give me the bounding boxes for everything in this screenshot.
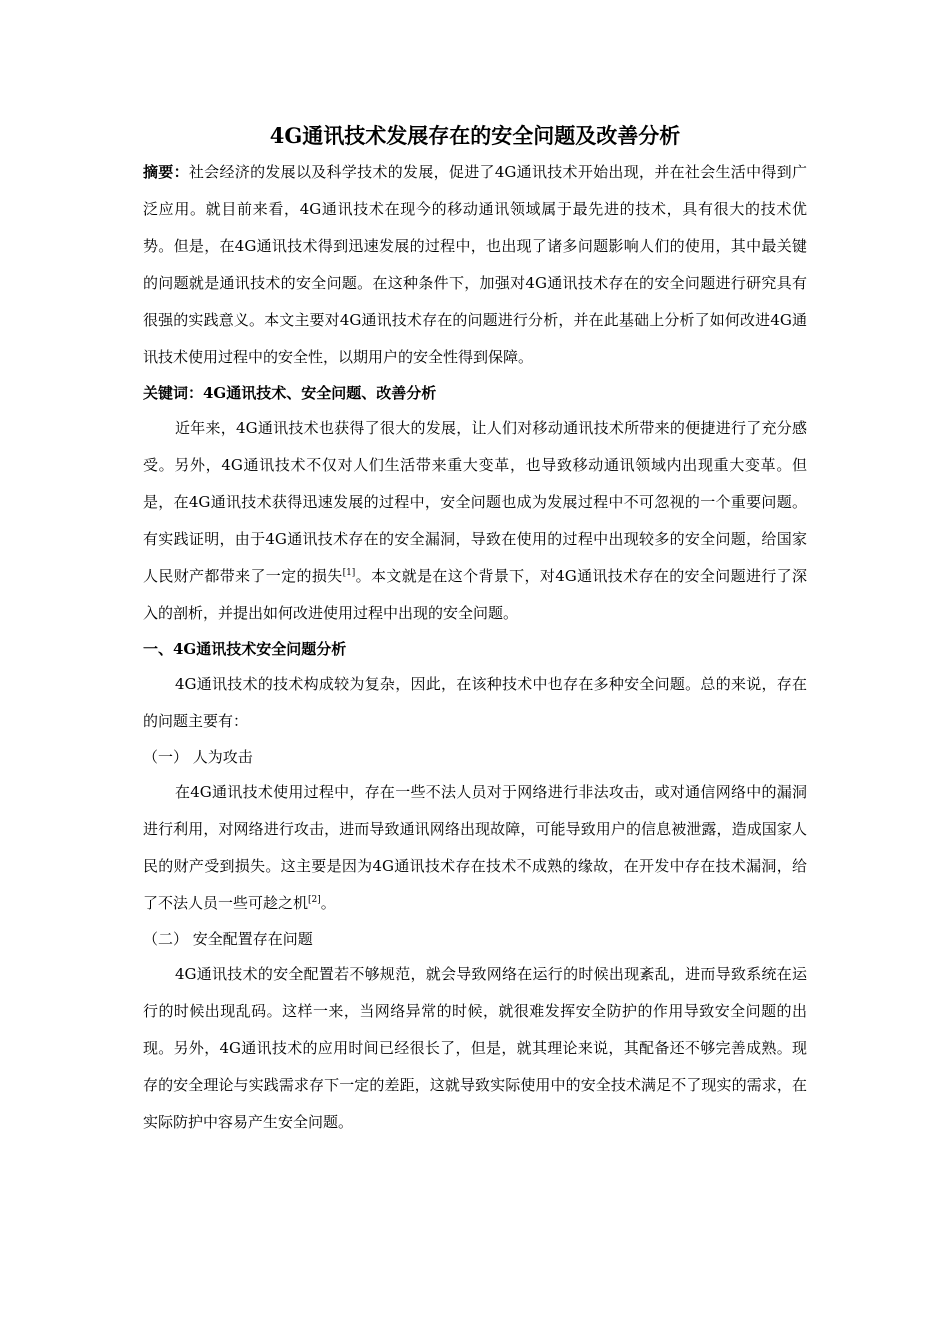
citation-ref-1: [1] bbox=[342, 568, 356, 578]
subsection-heading-1: （一） 人为攻击 bbox=[143, 748, 253, 766]
intro-text-a: 近年来，4G通讯技术也获得了很大的发展，让人们对移动通讯技术所带来的便捷进行了充分感受。另外，4G通讯技术不仅对人们生活带来重大变革，也导致移动通讯领域内出现重大变革。但是，在4G通讯技术获得迅速发展的过程中，安全问题也成为发展过程中不可忽视的一个重要问题。有实践证明，由于4G通讯技术存在的安全漏洞，导致在使用的过程中出现较多的安全问题，给国家人民财产都带来了一定的损失 bbox=[143, 419, 807, 585]
subsection1-paragraph bbox=[143, 774, 807, 922]
abstract-text: 社会经济的发展以及科学技术的发展，促进了4G通讯技术开始出现，并在社会生活中得到广泛应用。就目前来看，4G通讯技术在现今的移动通讯领域属于最先进的技术，具有很大的技术优势。但是，在4G通讯技术得到迅速发展的过程中，也出现了诸多问题影响人们的使用，其中最关键的问题就是通讯技术的安全问题。在这种条件下，加强对4G通讯技术存在的安全问题进行研究具有很强的实践意义。本文主要对4G通讯技术存在的问题进行分析，并在此基础上分析了如何改进4G通讯技术使用过程中的安全性，以期用户的安全性得到保障。 bbox=[143, 163, 807, 366]
abstract-label: 摘要： bbox=[143, 163, 189, 181]
document-title: 4G通讯技术发展存在的安全问题及改善分析 bbox=[269, 123, 681, 148]
document-body bbox=[143, 118, 807, 1141]
section1-paragraph: 4G通讯技术的技术构成较为复杂，因此，在该种技术中也存在多种安全问题。总的来说，存在的问题主要有： bbox=[143, 675, 807, 730]
abstract-paragraph bbox=[143, 154, 807, 376]
intro-text-b: 。本文就是在这个背景下，对4G通讯技术存在的安全问题进行了深入的剖析，并提出如何改进使用过程中出现的安全问题。 bbox=[143, 567, 807, 622]
subsection1-text-b: 。 bbox=[320, 894, 336, 912]
subsection2-paragraph: 4G通讯技术的安全配置若不够规范，就会导致网络在运行的时候出现紊乱，进而导致系统在运行的时候出现乱码。这样一来，当网络异常的时候，就很难发挥安全防护的作用导致安全问题的出现。另外，4G通讯技术的应用时间已经很长了，但是，就其理论来说，其配备还不够完善成熟。现存的安全理论与实践需求存下一定的差距，这就导致实际使用中的安全技术满足不了现实的需求，在实际防护中容易产生安全问题。 bbox=[143, 965, 807, 1131]
citation-ref-2: [2] bbox=[308, 895, 321, 905]
subsection1-text-a: 在4G通讯技术使用过程中，存在一些不法人员对于网络进行非法攻击，或对通信网络中的漏洞进行利用，对网络进行攻击，进而导致通讯网络出现故障，可能导致用户的信息被泄露，造成国家人民的财产受到损失。这主要是因为4G通讯技术存在技术不成熟的缘故，在开发中存在技术漏洞，给了不法人员一些可趁之机 bbox=[143, 783, 807, 912]
intro-paragraph bbox=[143, 410, 807, 632]
section-heading-1: 一、4G通讯技术安全问题分析 bbox=[143, 640, 347, 658]
subsection-heading-2: （二） 安全配置存在问题 bbox=[143, 930, 313, 948]
keywords-line: 关键词：4G通讯技术、安全问题、改善分析 bbox=[143, 384, 437, 402]
